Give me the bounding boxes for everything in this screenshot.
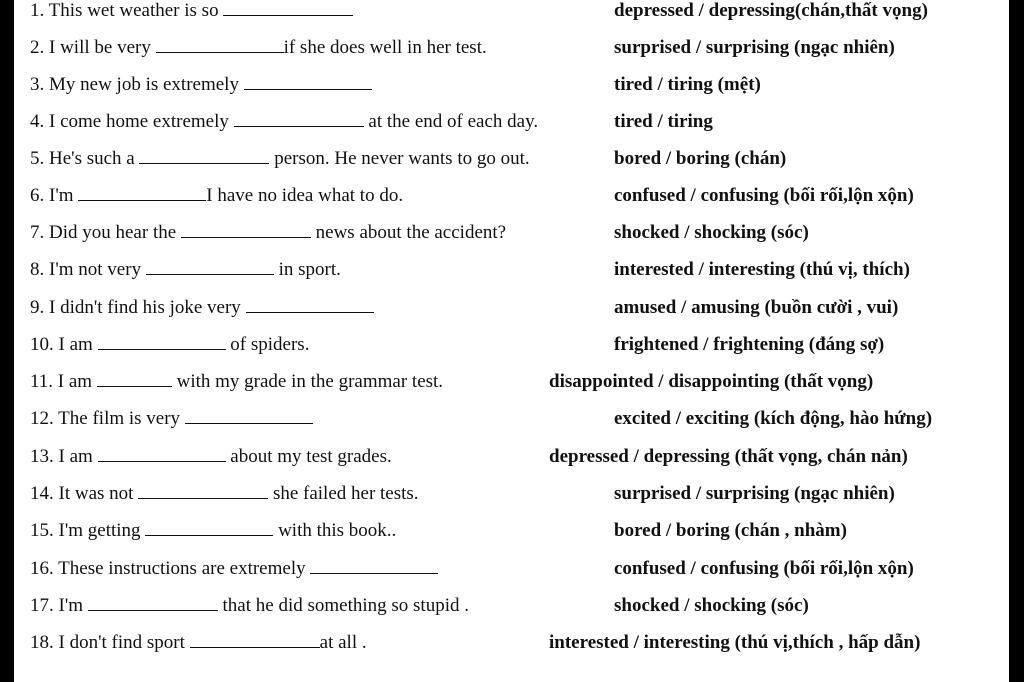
question: 3. My new job is extremely	[30, 74, 372, 96]
answer-blank	[98, 335, 226, 350]
answer-blank	[181, 223, 311, 238]
answer-blank	[185, 409, 313, 424]
question: 8. I'm not very in sport.	[30, 259, 341, 280]
answer-blank	[234, 112, 364, 127]
exercise-row	[14, 185, 1009, 222]
exercise-row	[14, 74, 1009, 111]
answer-choices: depressed / depressing(chán,thất vọng)	[614, 0, 928, 21]
exercise-row	[14, 148, 1009, 185]
answer-blank	[139, 149, 269, 164]
question: 9. I didn't find his joke very	[30, 297, 374, 319]
question: 4. I come home extremely at the end of each day.	[30, 111, 539, 132]
answer-blank	[244, 75, 372, 90]
question: 10. I am of spiders.	[30, 334, 310, 355]
answer-choices: shocked / shocking (sóc)	[614, 222, 809, 243]
exercise-row	[14, 222, 1009, 259]
question: 11. I am with my grade in the grammar test.	[30, 371, 444, 392]
answer-choices: frightened / frightening (đáng sợ)	[614, 334, 885, 355]
exercise-row	[14, 558, 1009, 595]
exercise-row	[14, 259, 1009, 296]
answer-choices: amused / amusing (buồn cười , vui)	[614, 297, 899, 318]
question: 1. This wet weather is so	[30, 0, 353, 22]
answer-choices: surprised / surprising (ngạc nhiên)	[614, 37, 895, 58]
answer-choices: tired / tiring	[614, 111, 713, 132]
answer-choices: bored / boring (chán , nhàm)	[614, 520, 847, 541]
question: 15. I'm getting with this book..	[30, 520, 397, 541]
exercise-row	[14, 334, 1009, 371]
question: 5. He's such a person. He never wants to go out.	[30, 148, 530, 169]
exercise-row	[14, 446, 1009, 483]
answer-choices: surprised / surprising (ngạc nhiên)	[614, 483, 895, 504]
worksheet-page	[14, 0, 1009, 682]
exercise-row	[14, 371, 1009, 408]
question: 2. I will be very if she does well in her test.	[30, 37, 487, 58]
question: 6. I'm I have no idea what to do.	[30, 185, 404, 206]
answer-choices: bored / boring (chán)	[614, 148, 787, 169]
question: 13. I am about my test grades.	[30, 446, 392, 467]
answer-blank	[97, 372, 172, 387]
answer-choices: depressed / depressing (thất vọng, chán nản)	[549, 446, 908, 467]
answer-choices: tired / tiring (mệt)	[614, 74, 761, 95]
question: 18. I don't find sport at all .	[30, 632, 367, 653]
exercise-row	[14, 37, 1009, 74]
question: 7. Did you hear the news about the accident?	[30, 222, 507, 243]
exercise-row	[14, 408, 1009, 445]
answer-choices: interested / interesting (thú vị, thích)	[614, 259, 910, 280]
answer-blank	[156, 38, 284, 53]
exercise-row	[14, 0, 1009, 37]
exercise-row	[14, 111, 1009, 148]
answer-blank	[98, 447, 226, 462]
exercise-row	[14, 297, 1009, 334]
answer-blank	[138, 484, 268, 499]
answer-blank	[145, 521, 273, 536]
question: 17. I'm that he did something so stupid .	[30, 595, 469, 616]
exercise-row	[14, 595, 1009, 632]
question: 16. These instructions are extremely	[30, 558, 438, 580]
question: 12. The film is very	[30, 408, 313, 430]
answer-blank	[223, 1, 353, 16]
answer-blank	[310, 559, 438, 574]
answer-choices: shocked / shocking (sóc)	[614, 595, 809, 616]
answer-blank	[78, 186, 206, 201]
answer-choices: confused / confusing (bối rối,lộn xộn)	[614, 185, 914, 206]
answer-choices: confused / confusing (bối rối,lộn xộn)	[614, 558, 914, 579]
answer-choices: disappointed / disappointing (thất vọng)	[549, 371, 874, 392]
exercise-row	[14, 520, 1009, 557]
question: 14. It was not she failed her tests.	[30, 483, 419, 504]
answer-blank	[190, 633, 320, 648]
answer-blank	[88, 596, 218, 611]
answer-blank	[246, 298, 374, 313]
answer-blank	[146, 260, 274, 275]
answer-choices: interested / interesting (thú vị,thích , hấp dẫn)	[549, 632, 921, 653]
exercise-row	[14, 483, 1009, 520]
exercise-row	[14, 632, 1009, 669]
answer-choices: excited / exciting (kích động, hào hứng)	[614, 408, 933, 429]
